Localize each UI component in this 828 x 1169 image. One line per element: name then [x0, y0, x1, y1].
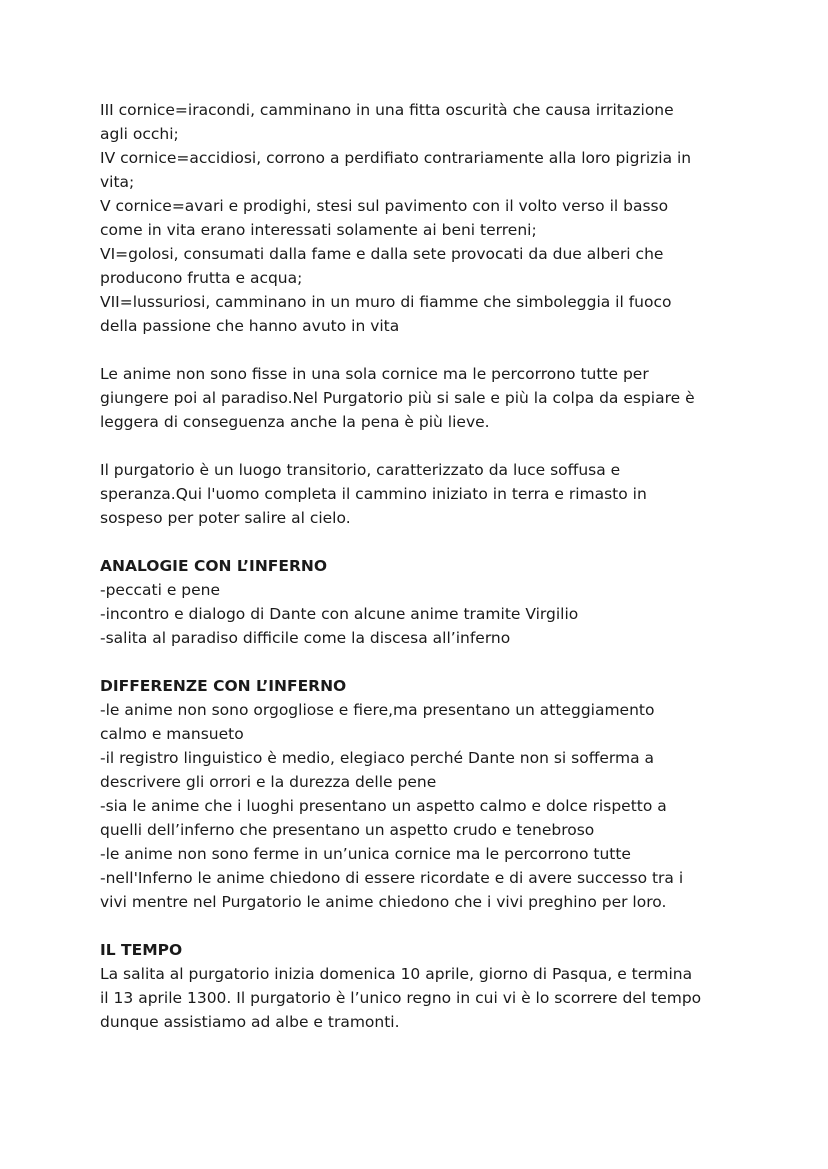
- cornice-text: agli occhi;: [100, 125, 179, 143]
- paragraph-line: sospeso per poter salire al cielo.: [100, 509, 351, 527]
- cornice-text: III cornice=iracondi, camminano in una fitta oscurità che causa irritazione: [100, 101, 674, 119]
- cornice-text: IV cornice=accidiosi, corrono a perdifiato contrariamente alla loro pigrizia in: [100, 149, 692, 167]
- list-item: descrivere gli orrori e la durezza delle pene: [100, 773, 437, 791]
- list-item: quelli dell’inferno che presentano un aspetto crudo e tenebroso: [100, 821, 595, 839]
- list-item: -sia le anime che i luoghi presentano un aspetto calmo e dolce rispetto a: [100, 797, 667, 815]
- list-item: -le anime non sono orgogliose e fiere,ma presentano un atteggiamento: [100, 701, 655, 719]
- list-item: -nell'Inferno le anime chiedono di essere ricordate e di avere successo tra i: [100, 869, 684, 887]
- paragraph-line: leggera di conseguenza anche la pena è più lieve.: [100, 413, 490, 431]
- tempo-heading: IL TEMPO: [100, 941, 183, 959]
- paragraph-line: giungere poi al paradiso.Nel Purgatorio più si sale e più la colpa da espiare è: [100, 389, 695, 407]
- paragraph-anime: [100, 362, 740, 434]
- list-item: calmo e mansueto: [100, 725, 244, 743]
- paragraph-line: La salita al purgatorio inizia domenica 10 aprile, giorno di Pasqua, e termina: [100, 965, 693, 983]
- paragraph-line: Il purgatorio è un luogo transitorio, caratterizzato da luce soffusa e: [100, 461, 621, 479]
- differenze-section: [100, 674, 740, 914]
- cornice-text: VI=golosi, consumati dalla fame e dalla sete provocati da due alberi che: [100, 245, 664, 263]
- paragraph-spacer: [100, 530, 740, 554]
- differenze-heading: DIFFERENZE CON L’INFERNO: [100, 677, 347, 695]
- paragraph-line: Le anime non sono fisse in una sola cornice ma le percorrono tutte per: [100, 365, 649, 383]
- paragraph-spacer: [100, 650, 740, 674]
- document-body: [100, 98, 740, 1034]
- list-item: -il registro linguistico è medio, elegiaco perché Dante non si sofferma a: [100, 749, 655, 767]
- paragraph-line: il 13 aprile 1300. Il purgatorio è l’unico regno in cui vi è lo scorrere del tempo: [100, 989, 702, 1007]
- cornice-text: V cornice=avari e prodighi, stesi sul pavimento con il volto verso il basso: [100, 197, 669, 215]
- cornice-text: producono frutta e acqua;: [100, 269, 303, 287]
- paragraph-line: speranza.Qui l'uomo completa il cammino iniziato in terra e rimasto in: [100, 485, 647, 503]
- cornice-text: della passione che hanno avuto in vita: [100, 317, 400, 335]
- list-item: -salita al paradiso difficile come la discesa all’inferno: [100, 629, 511, 647]
- paragraph-spacer: [100, 434, 740, 458]
- list-item: -peccati e pene: [100, 581, 221, 599]
- analogie-heading: ANALOGIE CON L’INFERNO: [100, 557, 328, 575]
- paragraph-line: dunque assistiamo ad albe e tramonti.: [100, 1013, 400, 1031]
- paragraph-purgatorio: [100, 458, 740, 530]
- paragraph-spacer: [100, 338, 740, 362]
- cornice-text: VII=lussuriosi, camminano in un muro di fiamme che simboleggia il fuoco: [100, 293, 672, 311]
- paragraph-spacer: [100, 914, 740, 938]
- analogie-section: [100, 554, 740, 650]
- tempo-section: [100, 938, 740, 1034]
- cornice-text: come in vita erano interessati solamente ai beni terreni;: [100, 221, 537, 239]
- cornici-list: [100, 98, 740, 338]
- list-item: -le anime non sono ferme in un’unica cornice ma le percorrono tutte: [100, 845, 631, 863]
- cornice-text: vita;: [100, 173, 135, 191]
- list-item: -incontro e dialogo di Dante con alcune anime tramite Virgilio: [100, 605, 579, 623]
- list-item: vivi mentre nel Purgatorio le anime chiedono che i vivi preghino per loro.: [100, 893, 667, 911]
